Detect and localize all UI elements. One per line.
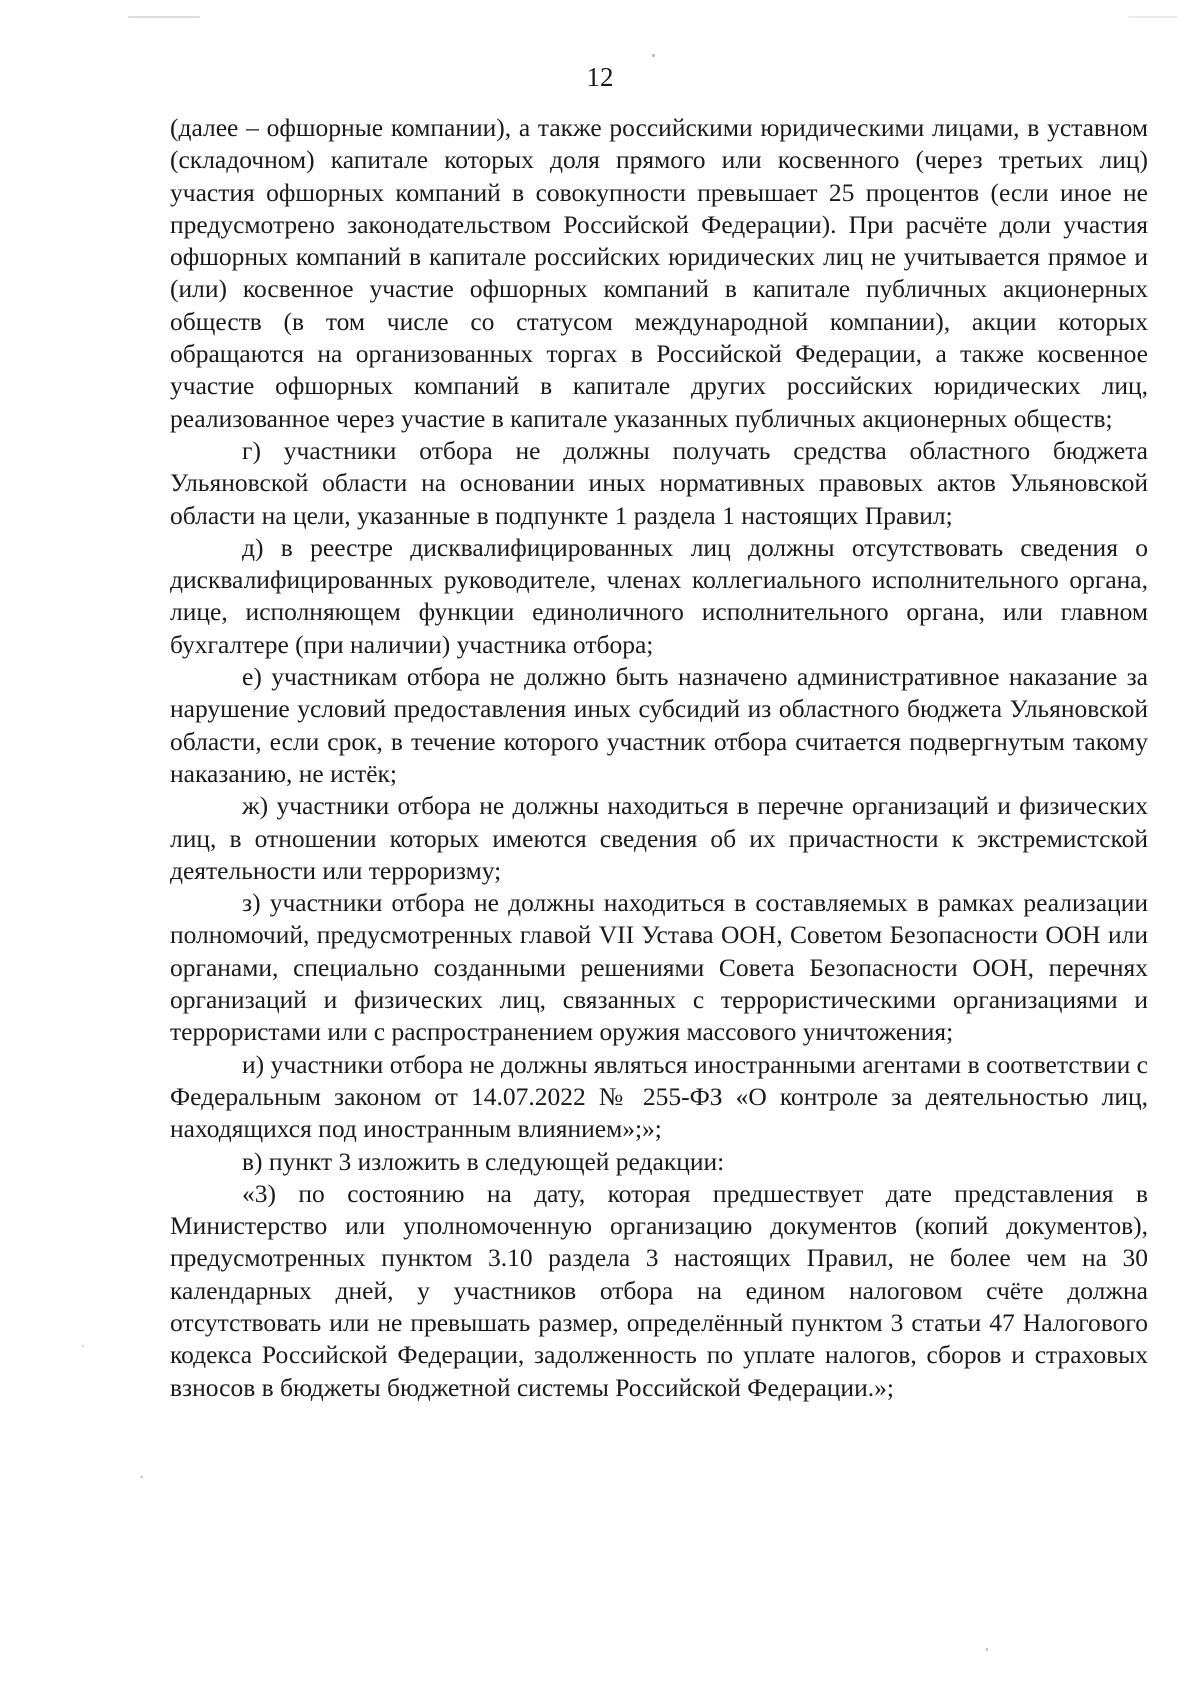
scan-artifact [986,1648,988,1651]
paragraph-item-3: «3) по состоянию на дату, которая предшествует дате представления в Министерство или уполномоченную организацию документов (копий документов), предусмотренных пунктом 3.10 раздела 3 настоящих Правил, не более чем на 30 календарных дней, у участников отбора на едином налоговом счёте должна отсутствовать или не превышать размер, определённый пунктом 3 статьи 47 Налогового кодекса Российской Федерации, задолженность по уплате налогов, сборов и страховых взносов в бюджеты бюджетной системы Российской Федерации.»; [170,1178,1148,1402]
document-body [170,112,1148,1404]
paragraph-subitem-e: е) участникам отбора не должно быть назначено административное наказание за нарушение условий предоставления иных субсидий из областного бюджета Ульяновской области, если срок, в течение которого участник отбора считается подвергнутым такому наказанию, не истёк; [170,662,1148,788]
paragraph-subitem-d: д) в реестре дисквалифицированных лиц должны отсутствовать сведения о дисквалифицированных руководителе, членах коллегиального исполнительного органа, лице, исполняющем функции единоличного исполнительного органа, или главном бухгалтере (при наличии) участника отбора; [170,532,1148,659]
paragraph-amendment-v: в) пункт 3 изложить в следующей редакции: [242,1146,725,1176]
scan-artifact [82,1345,84,1347]
paragraph-subitem-g: г) участники отбора не должны получать средства областного бюджета Ульяновской области на основании иных нормативных правовых актов Ульяновской области на цели, указанные в подпункте 1 раздела 1 настоящих Правил; [170,435,1148,530]
paragraph-subitem-i: и) участники отбора не должны являться иностранными агентами в соответствии с Федеральным законом от 14.07.2022 № 255-ФЗ «О контроле за деятельностью лиц, находящихся под иностранным влиянием»;»; [170,1049,1148,1144]
paragraph: (далее – офшорные компании), а также российскими юридическими лицами, в уставном (складочном) капитале которых доля прямого или косвенного (через третьих лиц) участия офшорных компаний в совокупности превышает 25 процентов (если иное не предусмотрено законодательством Российской Федерации). При расчёте доли участия офшорных компаний в капитале российских юридических лиц не учитывается прямое и (или) косвенное участие офшорных компаний в капитале публичных акционерных обществ (в том числе со статусом международной компании), акции которых обращаются на организованных торгах в Российской Федерации, а также косвенное участие офшорных компаний в капитале других российских юридических лиц, реализованное через участие в капитале указанных публичных акционерных обществ; [170,113,1148,433]
page-number: 12 [586,62,614,92]
scan-artifact [140,1476,143,1478]
paragraph-subitem-zh: ж) участники отбора не должны находиться в перечне организаций и физических лиц, в отношении которых имеются сведения об их причастности к экстремистской деятельности или терроризму; [170,791,1148,885]
scan-artifact [652,54,655,57]
scan-artifact [1128,16,1178,18]
scan-artifact [128,16,200,18]
paragraph-subitem-z: з) участники отбора не должны находиться в составляемых в рамках реализации полномочий, предусмотренных главой VII Устава ООН, Советом Безопасности ООН или органами, специально созданными решениями Совета Безопасности ООН, перечнях организаций и физических лиц, связанных с террористическими организациями и террористами или с распространением оружия массового уничтожения; [170,888,1148,1047]
